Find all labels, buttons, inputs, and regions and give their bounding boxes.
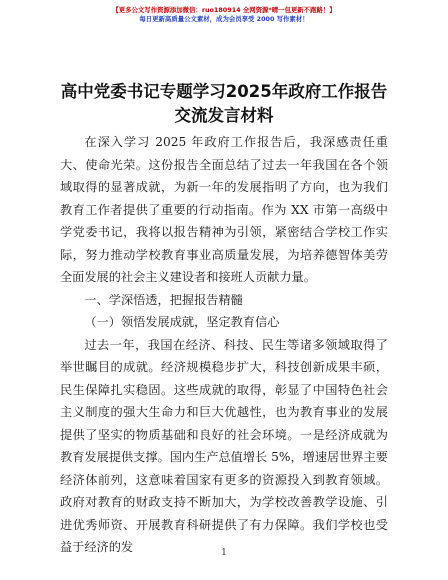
subsection-heading-1: （一）领悟发展成就，坚定教育信心 bbox=[84, 315, 280, 329]
promo-banner-line-2: 每日更新高质量公文素材，成为会员享受 2000 写作素材！ bbox=[139, 15, 309, 23]
document-body bbox=[60, 131, 388, 559]
promo-banner bbox=[0, 6, 448, 24]
page-number: 1 bbox=[221, 548, 227, 558]
body-paragraph: 过去一年，我国在经济、科技、民生等诸多领域取得了举世瞩目的成就。经济规模稳步扩大，科技创新成果丰硕，民生保障扎实稳固。这些成就的取得，彰显了中国特色社会主义制度的强大生命力和巨大优越性，也为教育事业的发展提供了坚实的物质基础和良好的社会环境。一是经济成就为教育发展提供支撑。国内生产总值增长 5%，增速居世界主要经济体前列，这意味着国家有更多的资源投入到教育领域。政府对教育的财政支持不断加大，为学校改善教学设施、引进优秀师资、开展教育科研提供了有力保障。我们学校也受益于经济的发 bbox=[60, 337, 388, 554]
promo-banner-line-1: 【更多公文写作资源添加微信：ruo180914 全网资源*晴一包更新不跑路！】 bbox=[112, 6, 336, 14]
intro-paragraph: 在深入学习 2025 年政府工作报告后，我深感责任重大、使命光荣。这份报告全面总结了过去一年我国在各个领域取得的显著成就，为新一年的发展指明了方向，也为我们教育工作者提供了重要的行动指南。作为 XX 市第一高级中学党委书记，我将以报告精神为引领，紧密结合学校工作实际，努力推动学校教育事业高质量发展，为培养德智体美劳全面发展的社会主义建设者和接班人贡献力量。 bbox=[60, 135, 388, 284]
document-title: 高中党委书记专题学习2025年政府工作报告交流发言材料 bbox=[60, 82, 388, 125]
section-heading-1: 一、学深悟透，把握报告精髓 bbox=[84, 292, 243, 307]
